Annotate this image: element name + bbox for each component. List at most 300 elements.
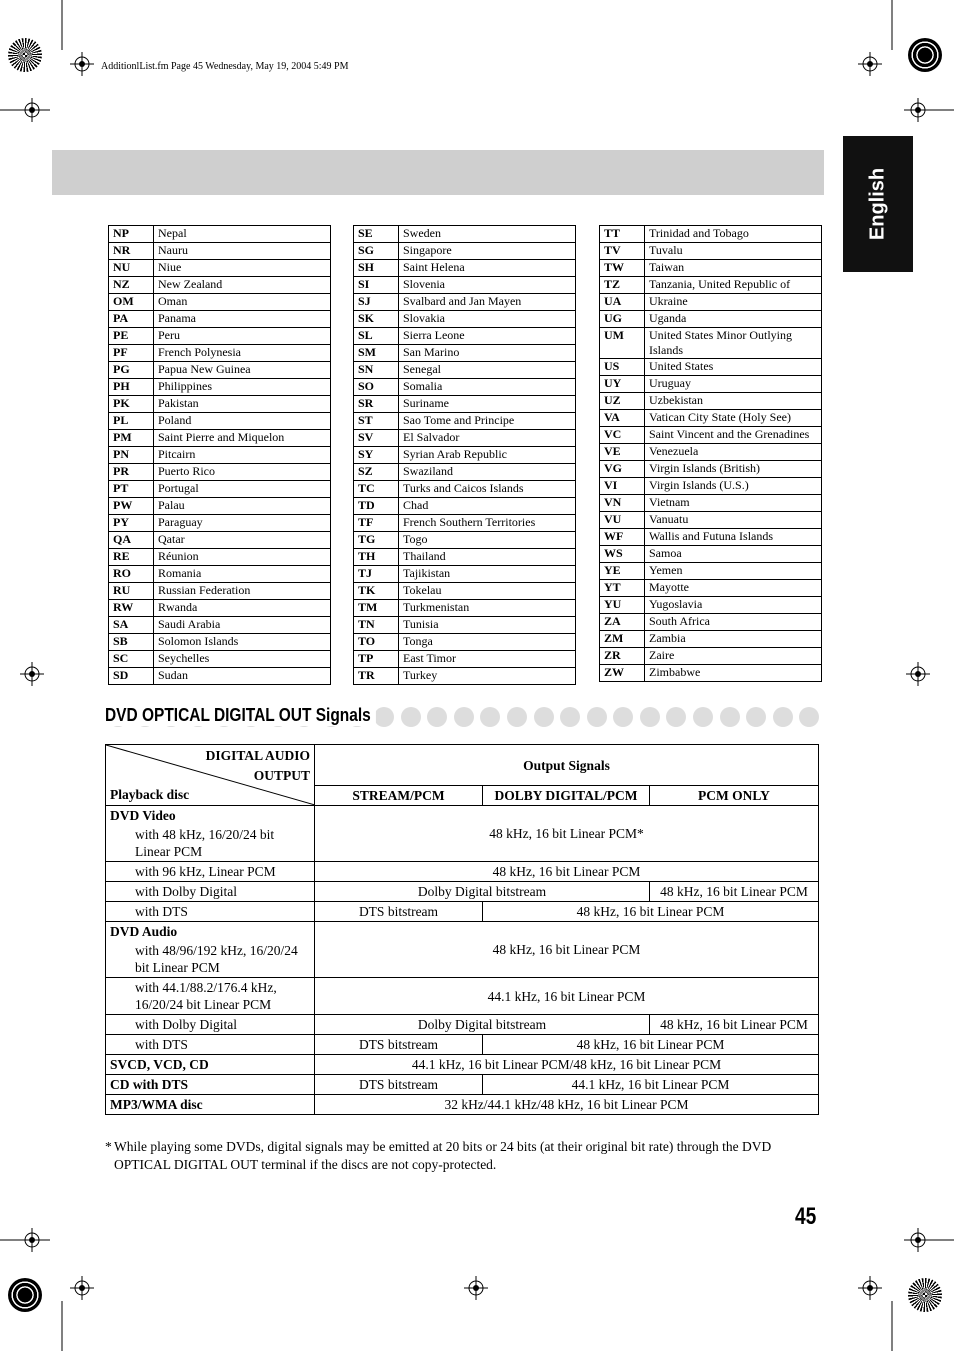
country-code: PF — [109, 345, 154, 362]
country-row — [109, 328, 331, 345]
country-row — [109, 294, 331, 311]
language-tab — [843, 136, 913, 272]
country-code: ZM — [600, 631, 645, 648]
country-code: PR — [109, 464, 154, 481]
country-code: TF — [354, 515, 399, 532]
dvd-video-96-row: with 96 kHz, Linear PCM — [106, 862, 315, 882]
country-row — [354, 566, 576, 583]
country-code: SC — [109, 651, 154, 668]
country-code: SD — [109, 668, 154, 685]
col-header-dolby-pcm: DOLBY DIGITAL/PCM — [483, 786, 650, 806]
country-row — [600, 546, 822, 563]
country-name: Tonga — [399, 634, 576, 651]
country-code: TN — [354, 617, 399, 634]
crosshair-icon — [858, 52, 882, 76]
country-row — [600, 512, 822, 529]
decorative-dot — [560, 707, 580, 727]
output-signals-header: Output Signals — [315, 745, 819, 786]
crosshair-icon — [20, 662, 44, 686]
country-name: French Polynesia — [154, 345, 331, 362]
crosshair-icon — [70, 52, 94, 76]
country-name: Oman — [154, 294, 331, 311]
file-info-header: AdditionlList.fm Page 45 Wednesday, May 19, 2004 5:49 PM — [101, 61, 349, 72]
country-name: Tunisia — [399, 617, 576, 634]
country-row — [600, 461, 822, 478]
country-name: Sweden — [399, 226, 576, 243]
country-row — [600, 529, 822, 546]
country-row — [109, 379, 331, 396]
country-code: TD — [354, 498, 399, 515]
country-row — [354, 651, 576, 668]
country-name: Peru — [154, 328, 331, 345]
country-name: Togo — [399, 532, 576, 549]
country-code: SE — [354, 226, 399, 243]
country-row — [600, 478, 822, 495]
country-code: SY — [354, 447, 399, 464]
table-corner-cell — [106, 745, 315, 806]
country-name: Singapore — [399, 243, 576, 260]
country-row — [354, 532, 576, 549]
svcd-output: 44.1 kHz, 16 bit Linear PCM/48 kHz, 16 bit Linear PCM — [315, 1055, 819, 1075]
country-name: Yugoslavia — [645, 597, 822, 614]
country-name: Taiwan — [645, 260, 822, 277]
country-row — [109, 243, 331, 260]
decorative-dot — [454, 707, 474, 727]
corner-label-output: OUTPUT — [253, 768, 310, 783]
country-name: Swaziland — [399, 464, 576, 481]
country-code: VC — [600, 427, 645, 444]
country-code: UY — [600, 376, 645, 393]
country-name: Zambia — [645, 631, 822, 648]
country-code: SB — [109, 634, 154, 651]
country-code: UZ — [600, 393, 645, 410]
country-row — [354, 311, 576, 328]
country-name: Sudan — [154, 668, 331, 685]
dvd-video-dts-output: DTS bitstream — [315, 902, 483, 922]
country-code: PE — [109, 328, 154, 345]
country-name: Papua New Guinea — [154, 362, 331, 379]
country-code: VN — [600, 495, 645, 512]
dvd-video-dts-row: with DTS — [106, 902, 315, 922]
country-code: PY — [109, 515, 154, 532]
country-row — [354, 294, 576, 311]
country-code: SN — [354, 362, 399, 379]
country-name: Wallis and Futuna Islands — [645, 529, 822, 546]
country-code: UG — [600, 311, 645, 328]
country-row — [600, 614, 822, 631]
country-code: TJ — [354, 566, 399, 583]
country-row — [109, 651, 331, 668]
country-name: Russian Federation — [154, 583, 331, 600]
country-code: QA — [109, 532, 154, 549]
country-code: SI — [354, 277, 399, 294]
country-row — [354, 345, 576, 362]
page-number: 45 — [795, 1203, 817, 1230]
decorative-dot — [507, 707, 527, 727]
country-row — [354, 498, 576, 515]
decorative-dot — [799, 707, 819, 727]
country-row — [109, 345, 331, 362]
country-name: Uruguay — [645, 376, 822, 393]
country-code: SK — [354, 311, 399, 328]
decorative-dot — [666, 707, 686, 727]
country-row — [600, 427, 822, 444]
crosshair-icon — [906, 1228, 930, 1252]
country-code: PG — [109, 362, 154, 379]
country-name: Virgin Islands (British) — [645, 461, 822, 478]
country-name: Zaire — [645, 648, 822, 665]
crosshair-icon — [464, 1276, 488, 1300]
country-row — [109, 583, 331, 600]
decorative-dot — [374, 707, 394, 727]
country-name: Seychelles — [154, 651, 331, 668]
country-name: Réunion — [154, 549, 331, 566]
country-row — [109, 515, 331, 532]
dvd-audio-dts-pcm-output: 48 kHz, 16 bit Linear PCM — [483, 1035, 819, 1055]
country-name: Turkmenistan — [399, 600, 576, 617]
country-row — [354, 668, 576, 685]
dvd-audio-dolby-row: with Dolby Digital — [106, 1015, 315, 1035]
decorative-dot — [746, 707, 766, 727]
country-row — [354, 396, 576, 413]
country-row — [109, 600, 331, 617]
country-row — [354, 277, 576, 294]
dvd-video-48-row: with 48 kHz, 16/20/24 bit Linear PCM — [106, 825, 315, 862]
country-row — [109, 362, 331, 379]
country-code: SO — [354, 379, 399, 396]
country-row — [354, 226, 576, 243]
country-name: Sierra Leone — [399, 328, 576, 345]
country-row — [354, 447, 576, 464]
country-name: Suriname — [399, 396, 576, 413]
language-tab-label: English — [866, 167, 889, 241]
country-row — [600, 243, 822, 260]
country-code: WS — [600, 546, 645, 563]
decorative-dot — [480, 707, 500, 727]
country-name: Romania — [154, 566, 331, 583]
country-row — [354, 481, 576, 498]
country-row — [109, 498, 331, 515]
country-row — [600, 260, 822, 277]
country-row — [109, 617, 331, 634]
country-name: Samoa — [645, 546, 822, 563]
footnote — [105, 1138, 817, 1174]
section-title: DVD OPTICAL DIGITAL OUT Signals — [105, 705, 376, 726]
country-code: NP — [109, 226, 154, 243]
country-name: Solomon Islands — [154, 634, 331, 651]
country-code: TG — [354, 532, 399, 549]
disc-svcd-vcd-cd: SVCD, VCD, CD — [106, 1055, 315, 1075]
country-code: TK — [354, 583, 399, 600]
country-code: NU — [109, 260, 154, 277]
country-code: TP — [354, 651, 399, 668]
decorative-dot — [401, 707, 421, 727]
cd-dts-output: DTS bitstream — [315, 1075, 483, 1095]
country-name: Turkey — [399, 668, 576, 685]
footnote-text: While playing some DVDs, digital signals may be emitted at 20 bits or 24 bits (at their original bit rate) through the DVD OPTICAL DIGITAL OUT terminal if the discs are not copy-protected. — [114, 1139, 772, 1172]
dvd-video-48-output: 48 kHz, 16 bit Linear PCM* — [315, 806, 819, 862]
country-code: RE — [109, 549, 154, 566]
country-code: TM — [354, 600, 399, 617]
country-row — [600, 563, 822, 580]
country-row — [109, 481, 331, 498]
country-code-table-2 — [353, 225, 576, 685]
country-code-table-1 — [108, 225, 331, 685]
country-row — [600, 410, 822, 427]
corner-label-digital-audio: DIGITAL AUDIO — [205, 748, 310, 763]
dvd-video-dolby-row: with Dolby Digital — [106, 882, 315, 902]
dvd-audio-48-row: with 48/96/192 kHz, 16/20/24 bit Linear PCM — [106, 941, 315, 978]
country-name: Vietnam — [645, 495, 822, 512]
country-name: El Salvador — [399, 430, 576, 447]
country-row — [600, 393, 822, 410]
country-row — [600, 277, 822, 294]
dvd-audio-dolby-pcm-output: 48 kHz, 16 bit Linear PCM — [650, 1015, 819, 1035]
country-code: PL — [109, 413, 154, 430]
country-code: SH — [354, 260, 399, 277]
col-header-stream-pcm: STREAM/PCM — [315, 786, 483, 806]
country-code: PK — [109, 396, 154, 413]
decorative-dot — [587, 707, 607, 727]
country-row — [354, 430, 576, 447]
country-code: NR — [109, 243, 154, 260]
country-row — [354, 617, 576, 634]
country-row — [109, 260, 331, 277]
country-row — [600, 444, 822, 461]
country-name: Vanuatu — [645, 512, 822, 529]
country-code: SL — [354, 328, 399, 345]
dvd-audio-dts-output: DTS bitstream — [315, 1035, 483, 1055]
country-code: TC — [354, 481, 399, 498]
crosshair-icon — [906, 662, 930, 686]
decorative-dot — [613, 707, 633, 727]
dvd-video-dolby-pcm-output: 48 kHz, 16 bit Linear PCM — [650, 882, 819, 902]
country-name: French Southern Territories — [399, 515, 576, 532]
country-code: YT — [600, 580, 645, 597]
decorative-dot — [640, 707, 660, 727]
country-row — [600, 376, 822, 393]
disc-dvd-video: DVD Video — [106, 806, 315, 826]
country-row — [109, 311, 331, 328]
crosshair-icon — [70, 1276, 94, 1300]
country-name: Thailand — [399, 549, 576, 566]
dvd-audio-dolby-output: Dolby Digital bitstream — [315, 1015, 650, 1035]
country-name: Puerto Rico — [154, 464, 331, 481]
country-row — [109, 413, 331, 430]
country-code: OM — [109, 294, 154, 311]
country-code: PN — [109, 447, 154, 464]
country-code: SA — [109, 617, 154, 634]
dvd-video-dolby-output: Dolby Digital bitstream — [315, 882, 650, 902]
country-code-table-3 — [599, 225, 822, 682]
country-row — [600, 359, 822, 376]
country-row — [354, 362, 576, 379]
country-row — [354, 600, 576, 617]
crosshair-icon — [906, 98, 930, 122]
country-row — [600, 311, 822, 328]
country-code: WF — [600, 529, 645, 546]
country-row — [600, 328, 822, 359]
country-row — [109, 532, 331, 549]
country-name: Pakistan — [154, 396, 331, 413]
country-row — [600, 631, 822, 648]
country-code: PW — [109, 498, 154, 515]
country-row — [354, 413, 576, 430]
country-row — [600, 648, 822, 665]
country-row — [109, 566, 331, 583]
country-name: Yemen — [645, 563, 822, 580]
country-name: San Marino — [399, 345, 576, 362]
country-code: TZ — [600, 277, 645, 294]
country-row — [600, 580, 822, 597]
country-name: Saint Helena — [399, 260, 576, 277]
country-code: RO — [109, 566, 154, 583]
country-name: Nauru — [154, 243, 331, 260]
country-row — [109, 430, 331, 447]
disc-cd-dts: CD with DTS — [106, 1075, 315, 1095]
country-name: United States — [645, 359, 822, 376]
country-code: TT — [600, 226, 645, 243]
country-code: VI — [600, 478, 645, 495]
country-row — [600, 495, 822, 512]
decorative-dot — [427, 707, 447, 727]
country-code: PM — [109, 430, 154, 447]
country-name: Turks and Caicos Islands — [399, 481, 576, 498]
crosshair-icon — [858, 1276, 882, 1300]
country-code: VU — [600, 512, 645, 529]
corner-label-playback-disc: Playback disc — [110, 787, 190, 802]
country-row — [354, 549, 576, 566]
country-code: PH — [109, 379, 154, 396]
dvd-audio-44-output: 44.1 kHz, 16 bit Linear PCM — [315, 978, 819, 1015]
country-row — [354, 634, 576, 651]
country-name: Svalbard and Jan Mayen — [399, 294, 576, 311]
country-code: VG — [600, 461, 645, 478]
country-code: NZ — [109, 277, 154, 294]
country-name: Tajikistan — [399, 566, 576, 583]
country-name: Slovenia — [399, 277, 576, 294]
dvd-audio-44-row: with 44.1/88.2/176.4 kHz, 16/20/24 bit Linear PCM — [106, 978, 315, 1015]
country-name: Philippines — [154, 379, 331, 396]
country-row — [354, 260, 576, 277]
country-name: Zimbabwe — [645, 665, 822, 682]
dvd-audio-dts-row: with DTS — [106, 1035, 315, 1055]
country-row — [354, 243, 576, 260]
country-name: Ukraine — [645, 294, 822, 311]
country-row — [354, 515, 576, 532]
country-name: Qatar — [154, 532, 331, 549]
country-name: Slovakia — [399, 311, 576, 328]
country-row — [354, 328, 576, 345]
country-row — [600, 665, 822, 682]
country-code: SV — [354, 430, 399, 447]
country-name: Somalia — [399, 379, 576, 396]
country-row — [354, 583, 576, 600]
country-name: South Africa — [645, 614, 822, 631]
country-name: Mayotte — [645, 580, 822, 597]
country-name: Saudi Arabia — [154, 617, 331, 634]
country-code: PT — [109, 481, 154, 498]
country-code: TO — [354, 634, 399, 651]
country-code: YE — [600, 563, 645, 580]
country-name: Trinidad and Tobago — [645, 226, 822, 243]
country-row — [109, 226, 331, 243]
country-name: Portugal — [154, 481, 331, 498]
country-name: Paraguay — [154, 515, 331, 532]
cd-dts-pcm-output: 44.1 kHz, 16 bit Linear PCM — [483, 1075, 819, 1095]
country-name: United States Minor Outlying Islands — [645, 328, 822, 359]
country-code: SM — [354, 345, 399, 362]
country-code: SG — [354, 243, 399, 260]
country-name: Tuvalu — [645, 243, 822, 260]
country-name: Saint Vincent and the Grenadines — [645, 427, 822, 444]
header-band — [52, 150, 824, 195]
country-name: Niue — [154, 260, 331, 277]
country-name: Virgin Islands (U.S.) — [645, 478, 822, 495]
dvd-audio-48-output: 48 kHz, 16 bit Linear PCM — [315, 922, 819, 978]
country-name: New Zealand — [154, 277, 331, 294]
country-row — [354, 379, 576, 396]
country-row — [600, 294, 822, 311]
country-code: ZA — [600, 614, 645, 631]
country-name: Uganda — [645, 311, 822, 328]
country-name: Chad — [399, 498, 576, 515]
country-name: Syrian Arab Republic — [399, 447, 576, 464]
country-code: RW — [109, 600, 154, 617]
country-name: Palau — [154, 498, 331, 515]
country-name: Pitcairn — [154, 447, 331, 464]
country-code: TV — [600, 243, 645, 260]
country-code: UM — [600, 328, 645, 359]
country-code: TR — [354, 668, 399, 685]
country-code: ST — [354, 413, 399, 430]
disc-mp3-wma: MP3/WMA disc — [106, 1095, 315, 1115]
country-name: Uzbekistan — [645, 393, 822, 410]
dvd-video-96-output: 48 kHz, 16 bit Linear PCM — [315, 862, 819, 882]
country-name: Vatican City State (Holy See) — [645, 410, 822, 427]
country-code: US — [600, 359, 645, 376]
country-code: SZ — [354, 464, 399, 481]
country-row — [600, 226, 822, 243]
country-code: TH — [354, 549, 399, 566]
mp3-output: 32 kHz/44.1 kHz/48 kHz, 16 bit Linear PCM — [315, 1095, 819, 1115]
disc-dvd-audio: DVD Audio — [106, 922, 315, 942]
country-row — [109, 668, 331, 685]
country-name: Tanzania, United Republic of — [645, 277, 822, 294]
decorative-dot — [693, 707, 713, 727]
decorative-dot — [534, 707, 554, 727]
country-name: Sao Tome and Principe — [399, 413, 576, 430]
country-name: Saint Pierre and Miquelon — [154, 430, 331, 447]
country-name: Panama — [154, 311, 331, 328]
country-row — [109, 277, 331, 294]
country-row — [109, 447, 331, 464]
country-code: VA — [600, 410, 645, 427]
country-code: SJ — [354, 294, 399, 311]
col-header-pcm-only: PCM ONLY — [650, 786, 819, 806]
country-code: SR — [354, 396, 399, 413]
country-code: VE — [600, 444, 645, 461]
country-name: East Timor — [399, 651, 576, 668]
country-code: ZW — [600, 665, 645, 682]
country-code: YU — [600, 597, 645, 614]
crosshair-icon — [20, 1228, 44, 1252]
decorative-dot — [720, 707, 740, 727]
country-row — [109, 396, 331, 413]
country-code: RU — [109, 583, 154, 600]
country-code: ZR — [600, 648, 645, 665]
country-name: Tokelau — [399, 583, 576, 600]
